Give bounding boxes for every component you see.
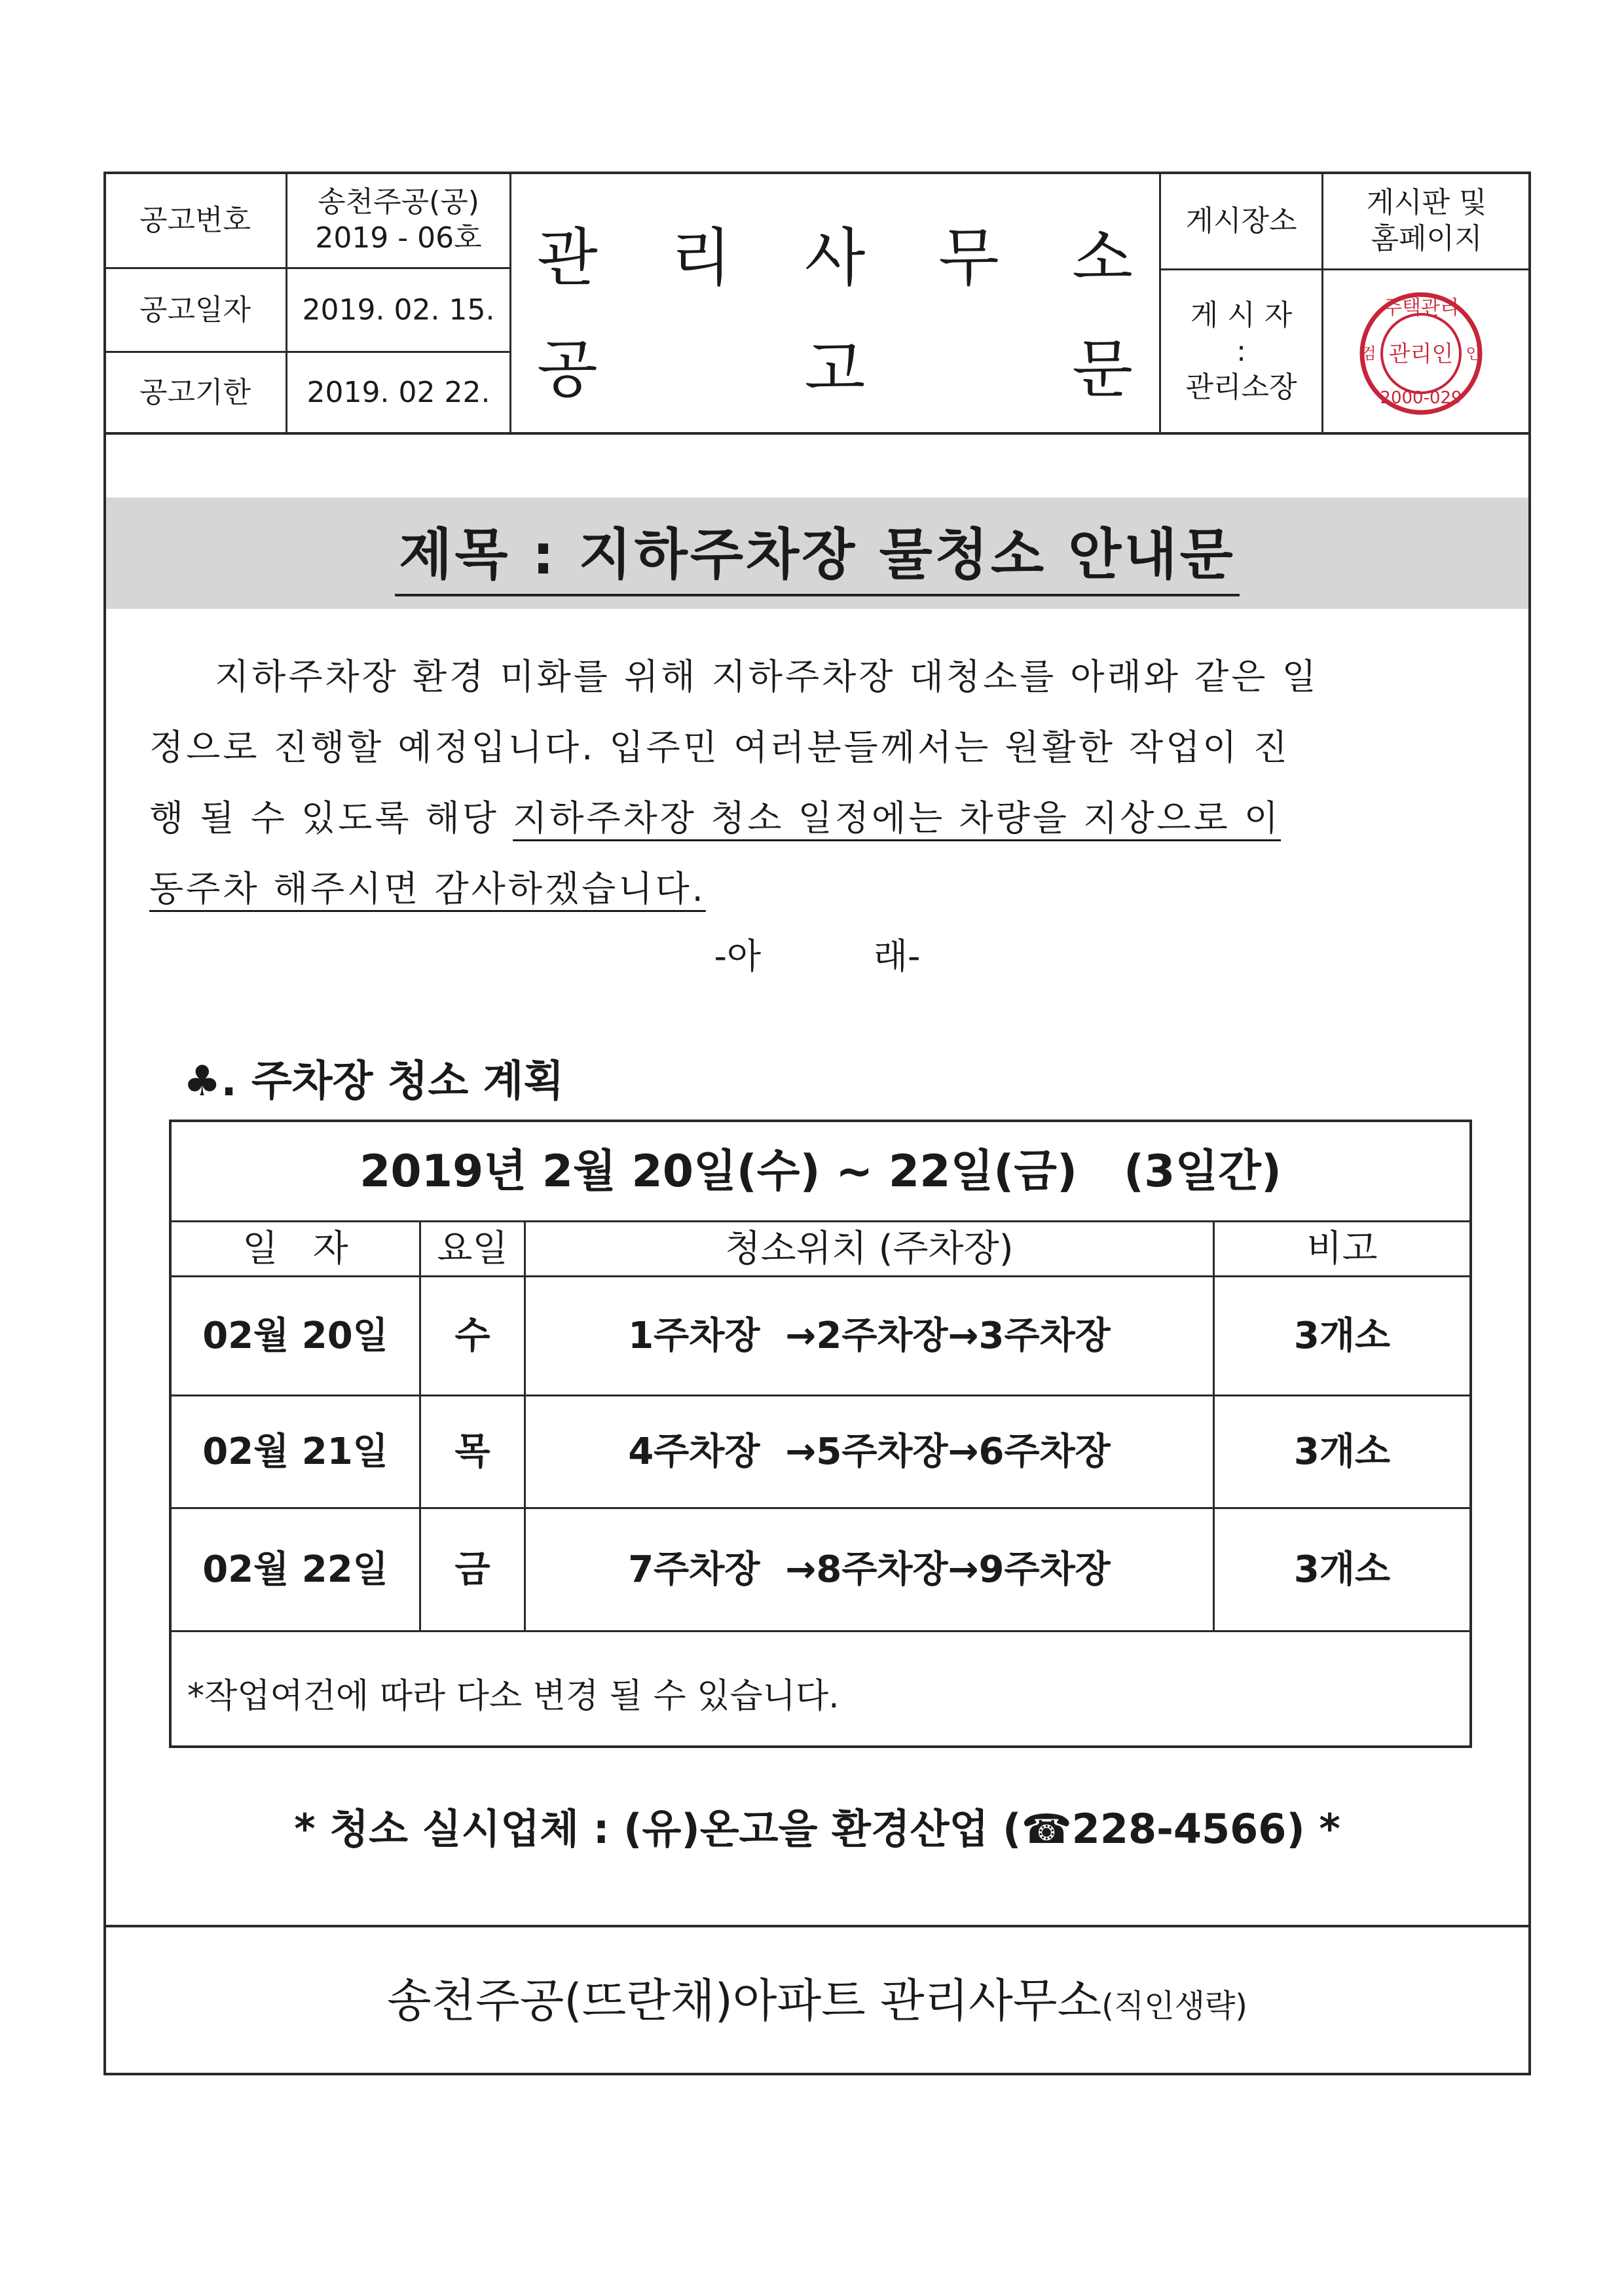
body-line-3-underlined: 지하주차장 청소 일정에는 차량을 지상으로 이 [513,797,1282,839]
col-header-date: 일 자 [242,1227,348,1270]
below-marker: -아 래- [714,936,921,977]
footer-seal-note: (직인생략) [1101,1988,1248,2024]
subject-text: 제목 : 지하주차장 물청소 안내문 [395,511,1239,596]
row1-day: 수 [454,1314,490,1357]
notice-number-value [287,173,509,267]
section-title: ♣. 주차장 청소 계획 [183,1057,564,1106]
stamp-number: 2000-029 [1380,388,1462,408]
row2-location: 4주차장 →5주차장→6주차장 [628,1430,1111,1473]
posting-place-line2: 홈페이지 [1371,222,1483,255]
body-line-3-plain: 행 될 수 있도록 해당 [149,797,513,839]
notice-number-label: 공고번호 [139,203,251,237]
notice-number-line1: 송천주공(공) [318,185,479,219]
body-line-3 [149,783,1493,854]
row2-date: 02월 21일 [202,1430,388,1473]
row3-note: 3개소 [1293,1548,1391,1591]
posting-place-label: 게시장소 [1185,204,1297,238]
poster-label-line1: 게 시 자 [1190,299,1293,332]
posting-place-line1: 게시판 및 [1366,186,1487,219]
svg-text:검: 검 [1361,344,1376,363]
notice-body [149,642,1493,924]
svg-text:관리인: 관리인 [1388,341,1454,367]
poster-label-line2: : [1236,335,1246,368]
title-char: 무 [938,221,999,295]
title-char: 리 [671,221,732,295]
svg-text:인: 인 [1466,344,1481,363]
header-bottom-rule [105,432,1530,435]
row2-day: 목 [454,1430,490,1473]
poster-label-line3: 관리소장 [1185,371,1297,404]
schedule-footnote: *작업여건에 따라 다소 변경 될 수 있습니다. [187,1677,840,1716]
row1-location: 1주차장 →2주차장→3주차장 [628,1314,1111,1357]
title-char: 공 [537,333,598,406]
schedule-period: 2019년 2월 20일(수) ~ 22일(금) (3일간) [360,1145,1282,1197]
title-line-2 [537,319,1133,409]
title-char: 소 [1072,221,1133,295]
title-line-1 [537,208,1133,298]
notice-date-value: 2019. 02. 15. [302,293,495,327]
contractor-line: * 청소 실시업체 : (유)온고을 환경산업 (☎228-4566) * [294,1805,1340,1853]
body-line-1: 지하주차장 환경 미화를 위해 지하주차장 대청소를 아래와 같은 일 [215,656,1319,697]
title-char: 문 [1072,333,1133,406]
row2-note: 3개소 [1293,1430,1391,1473]
body-line-2: 정으로 진행할 예정입니다. 입주민 여러분들께서는 원활한 작업이 진 [149,727,1290,768]
notice-deadline-label: 공고기한 [139,376,251,409]
row1-note: 3개소 [1293,1314,1391,1357]
col-header-day: 요일 [437,1227,508,1270]
poster-label [1161,270,1321,432]
title-char: 고 [804,333,866,406]
footer-office-name: 송천주공(뜨란채)아파트 관리사무소 [386,1974,1102,2028]
svg-text:주택관리: 주택관리 [1383,297,1459,319]
notice-deadline-value: 2019. 02 22. [306,376,490,409]
body-line-4 [149,854,1493,924]
footer-signature [105,1964,1530,2030]
posting-place-value [1323,173,1530,268]
row3-day: 금 [454,1548,490,1591]
subject-heading [106,498,1528,609]
body-line-4-underlined: 동주차 해주시면 감사하겠습니다. [149,868,706,909]
row3-date: 02월 22일 [202,1548,388,1591]
notice-number-line2: 2019 - 06호 [315,221,482,255]
notice-date-label: 공고일자 [139,293,251,327]
footer-rule [105,1925,1530,1927]
col-header-location: 청소위치 (주차장) [725,1227,1014,1270]
header-divider-2 [509,173,511,433]
col-header-note: 비고 [1306,1227,1378,1270]
title-char: 관 [537,221,598,295]
official-seal-stamp [1349,288,1493,419]
title-char: 사 [804,221,866,295]
row3-location: 7주차장 →8주차장→9주차장 [628,1548,1111,1591]
row1-date: 02월 20일 [202,1314,388,1357]
sched-rule-row3 [170,1630,1471,1632]
